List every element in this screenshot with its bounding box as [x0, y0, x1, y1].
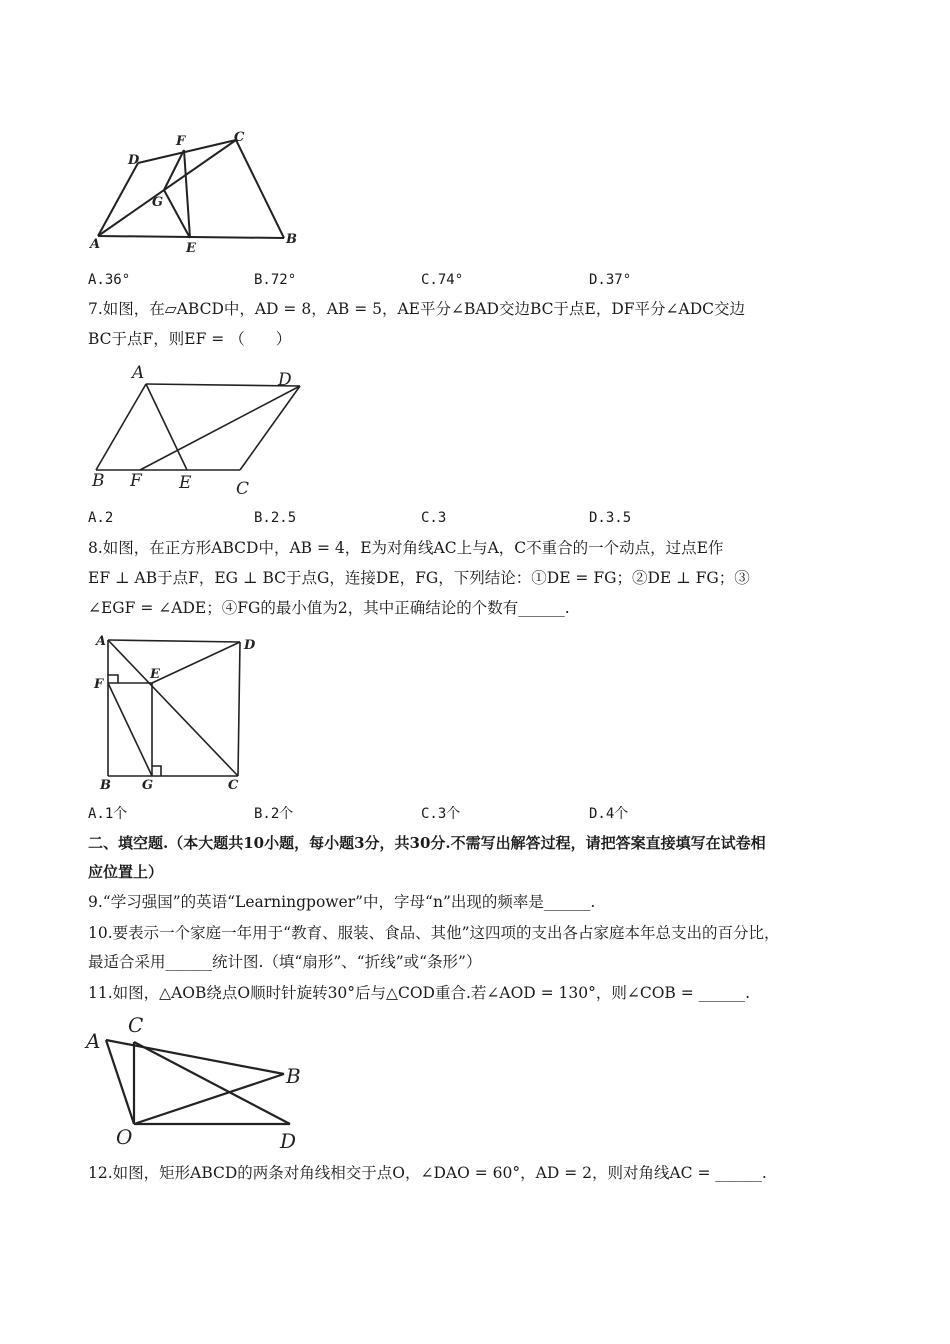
- q10-text-line2: 最适合采用______统计图.（填“扇形”、“折线”或“条形”）: [88, 953, 482, 971]
- q11-figure: [80, 1010, 320, 1155]
- q7-label-C: C: [236, 479, 250, 499]
- q7-text-line2: BC于点F，则EF = （ ）: [88, 330, 292, 348]
- q8-text-line2: EF ⊥ AB于点F，EG ⊥ BC于点G，连接DE，FG，下列结论：①DE = FG；②DE ⊥ FG；③: [88, 569, 750, 587]
- q8-figure: [80, 630, 280, 795]
- q6-label-G: G: [152, 195, 164, 210]
- q8-option-d[interactable]: D.4个: [589, 806, 629, 822]
- q8-label-E: E: [150, 667, 160, 682]
- q6-label-B: B: [286, 232, 297, 247]
- q6-option-a[interactable]: A.36°: [88, 272, 131, 288]
- q11-label-B: B: [286, 1064, 301, 1088]
- q7-text-line1: 7.如图，在▱ABCD中，AD = 8，AB = 5，AE平分∠BAD交边BC于点E，DF平分∠ADC交边: [88, 300, 745, 318]
- section-heading-line2: 应位置上）: [88, 863, 164, 881]
- q7-option-d[interactable]: D.3.5: [589, 510, 632, 526]
- q7-option-a[interactable]: A.2: [88, 510, 114, 526]
- q6-label-D: D: [128, 153, 140, 168]
- q12-text: 12.如图，矩形ABCD的两条对角线相交于点O，∠DAO = 60°，AD = 2，则对角线AC = ______.: [88, 1164, 767, 1182]
- q6-figure: [80, 120, 320, 260]
- q9-text: 9.“学习强国”的英语“Learningpower”中，字母“n”出现的频率是______.: [88, 893, 596, 911]
- q8-label-A: A: [96, 634, 107, 649]
- q11-text: 11.如图，△AOB绕点O顺时针旋转30°后与△COD重合.若∠AOD = 130°，则∠COB = ______.: [88, 984, 751, 1002]
- q11-label-A: A: [86, 1029, 101, 1053]
- q8-label-B: B: [100, 778, 111, 793]
- q8-label-C: C: [228, 778, 239, 793]
- q6-label-A: A: [90, 237, 101, 252]
- q8-option-a[interactable]: A.1个: [88, 806, 128, 822]
- q7-label-A: A: [132, 363, 145, 383]
- q6-option-d[interactable]: D.37°: [589, 272, 632, 288]
- q7-label-F: F: [130, 471, 142, 491]
- section-heading-line1: 二、填空题.（本大题共10小题，每小题3分，共30分.不需写出解答过程，请把答案直接填写在试卷相: [88, 834, 766, 852]
- q8-option-b[interactable]: B.2个: [254, 806, 294, 822]
- q8-label-F: F: [94, 677, 104, 692]
- q7-figure: [80, 360, 320, 500]
- q11-label-C: C: [128, 1013, 144, 1037]
- q7-option-c[interactable]: C.3: [421, 510, 447, 526]
- q7-label-D: D: [278, 370, 292, 390]
- q7-option-b[interactable]: B.2.5: [254, 510, 297, 526]
- q10-text-line1: 10.要表示一个家庭一年用于“教育、服装、食品、其他”这四项的支出各占家庭本年总支出的百分比，: [88, 924, 780, 942]
- q6-label-E: E: [186, 241, 196, 256]
- q11-label-D: D: [280, 1129, 297, 1153]
- q6-label-C: C: [234, 130, 245, 145]
- q8-text-line3: ∠EGF = ∠ADE；④FG的最小值为2，其中正确结论的个数有______.: [88, 599, 570, 617]
- q7-label-B: B: [92, 471, 105, 491]
- q8-label-G: G: [142, 778, 154, 793]
- q11-label-O: O: [116, 1125, 133, 1149]
- q6-label-F: F: [176, 134, 186, 149]
- q6-option-b[interactable]: B.72°: [254, 272, 297, 288]
- q8-option-c[interactable]: C.3个: [421, 806, 461, 822]
- q7-label-E: E: [179, 473, 192, 493]
- q8-text-line1: 8.如图，在正方形ABCD中，AB = 4，E为对角线AC上与A，C不重合的一个动点，过点E作: [88, 539, 724, 557]
- q8-label-D: D: [244, 638, 256, 653]
- q6-option-c[interactable]: C.74°: [421, 272, 464, 288]
